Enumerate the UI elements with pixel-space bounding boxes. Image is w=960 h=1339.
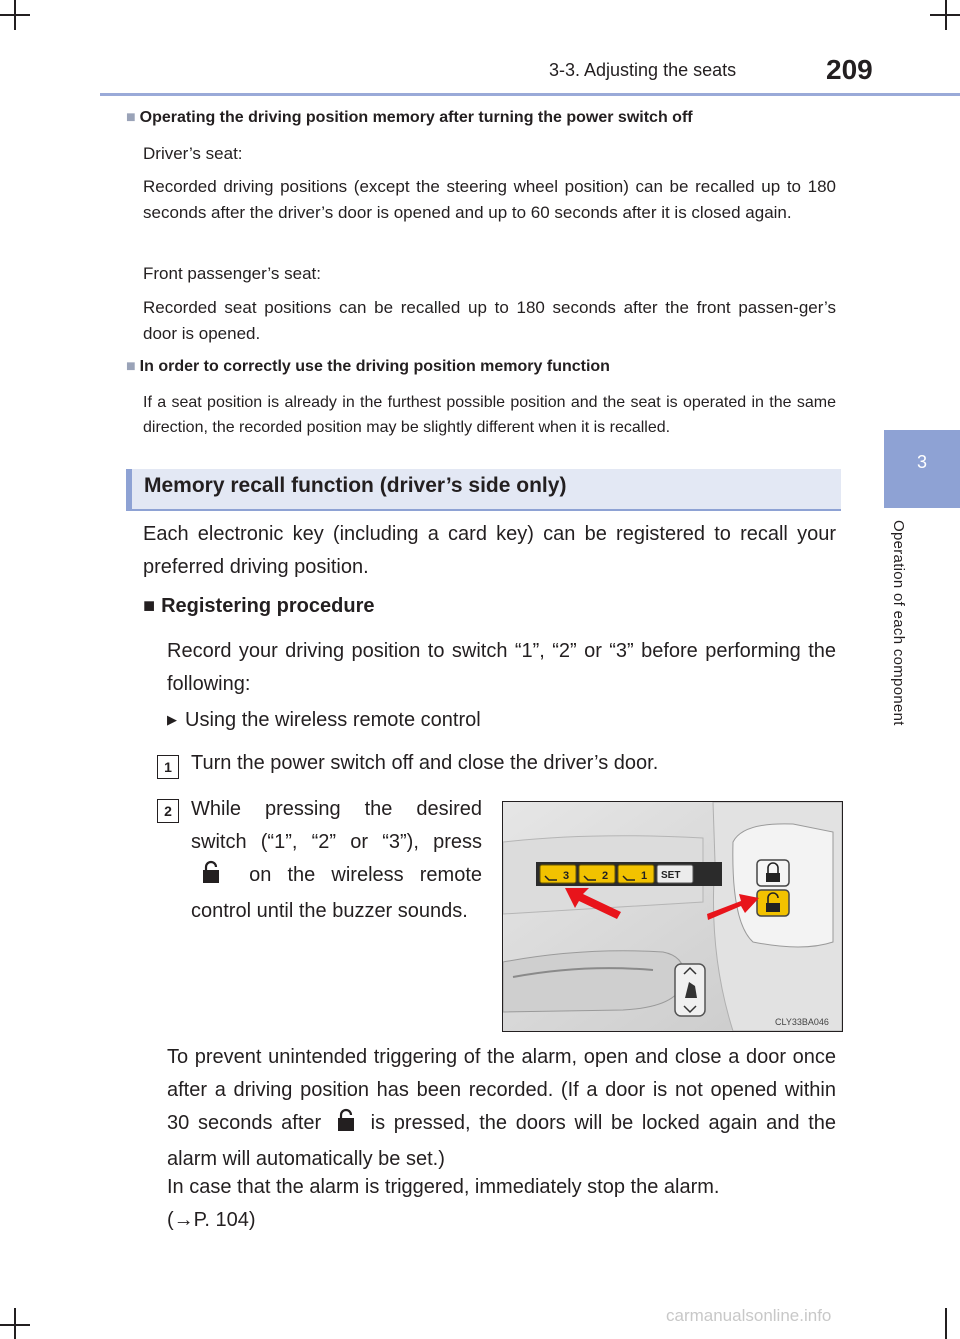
memory-button-2-label: 2 [602, 870, 609, 882]
section-band [126, 469, 841, 509]
chapter-number: 3 [916, 452, 927, 472]
method-item: ▶ Using the wireless remote control [167, 709, 481, 731]
lock-button-icon [336, 1108, 356, 1143]
note-paragraph: Recorded seat positions can be recalled up to 180 seconds after the front passen-ger’s door is opened. [143, 298, 836, 343]
square-bullet-icon: ■ [126, 109, 136, 126]
crop-mark [0, 14, 30, 16]
crop-mark [945, 1308, 947, 1339]
step-number: 2 [157, 799, 179, 823]
page-number: 209 [826, 54, 873, 85]
figure-code: CLY33BA046 [775, 1017, 829, 1027]
memory-button-3-label: 3 [563, 870, 570, 882]
chapter-tab [884, 430, 960, 508]
square-bullet-icon: ■ [126, 358, 136, 375]
step-text: Turn the power switch off and close the driver’s door. [191, 752, 659, 774]
memory-button-1-label: 1 [641, 870, 648, 882]
note-heading: ■ In order to correctly use the driving position memory function [126, 358, 610, 375]
sub-heading: ■ Registering procedure [143, 595, 375, 617]
door-panel-illustration [502, 801, 843, 1032]
square-bullet-icon: ■ [143, 595, 156, 617]
note-paragraph: Front passenger’s seat: [143, 264, 321, 283]
footer-watermark: carmanualsonline.info [666, 1306, 832, 1325]
step-number: 1 [157, 755, 179, 779]
chapter-title: Operation of each component [890, 520, 907, 726]
crop-mark [930, 14, 960, 16]
section-title: 3-3. Adjusting the seats [549, 60, 737, 80]
page-reference-link[interactable]: (→P. 104) [167, 1209, 256, 1231]
alarm-instruction: In case that the alarm is triggered, immediately stop the alarm. [167, 1176, 720, 1198]
note-paragraph: If a seat position is already in the furthest possible position and the seat is operated in the same direction, the recorded position may be slightly different when it is recalled. [143, 394, 836, 436]
set-button-label: SET [661, 870, 681, 881]
door-panel-drawing [503, 802, 842, 1031]
intro-paragraph: Each electronic key (including a card key) can be registered to recall your preferred driving position. [143, 523, 836, 578]
crop-mark [0, 1324, 30, 1326]
triangle-bullet-icon: ▶ [167, 712, 177, 727]
note-paragraph: Recorded driving positions (except the steering wheel position) can be recalled up to 180 seconds after the driver’s door is opened and up to 60 seconds after it is closed again. [143, 177, 836, 222]
step-text: While pressing the desired switch (“1”, “2” or “3”), press on the wireless remote control until the buzzer sounds. [191, 798, 483, 922]
section-heading: Memory recall function (driver’s side only) [144, 474, 567, 497]
lock-button-icon [201, 860, 221, 895]
chapter-title-wrap [884, 520, 916, 780]
section-band-rule [126, 509, 841, 511]
note-heading: ■ Operating the driving position memory after turning the power switch off [126, 109, 693, 126]
header-rule [100, 93, 960, 96]
sub-intro-paragraph: Record your driving position to switch “1”, “2” or “3” before performing the following: [167, 640, 836, 695]
alarm-paragraph: To prevent unintended triggering of the alarm, open and close a door once after a driving position has been recorded. (If a door is not opened within 30 seconds after is pressed, the doors will be locked again and the alarm will automatically be set.) [167, 1046, 837, 1170]
note-paragraph: Driver’s seat: [143, 144, 243, 163]
